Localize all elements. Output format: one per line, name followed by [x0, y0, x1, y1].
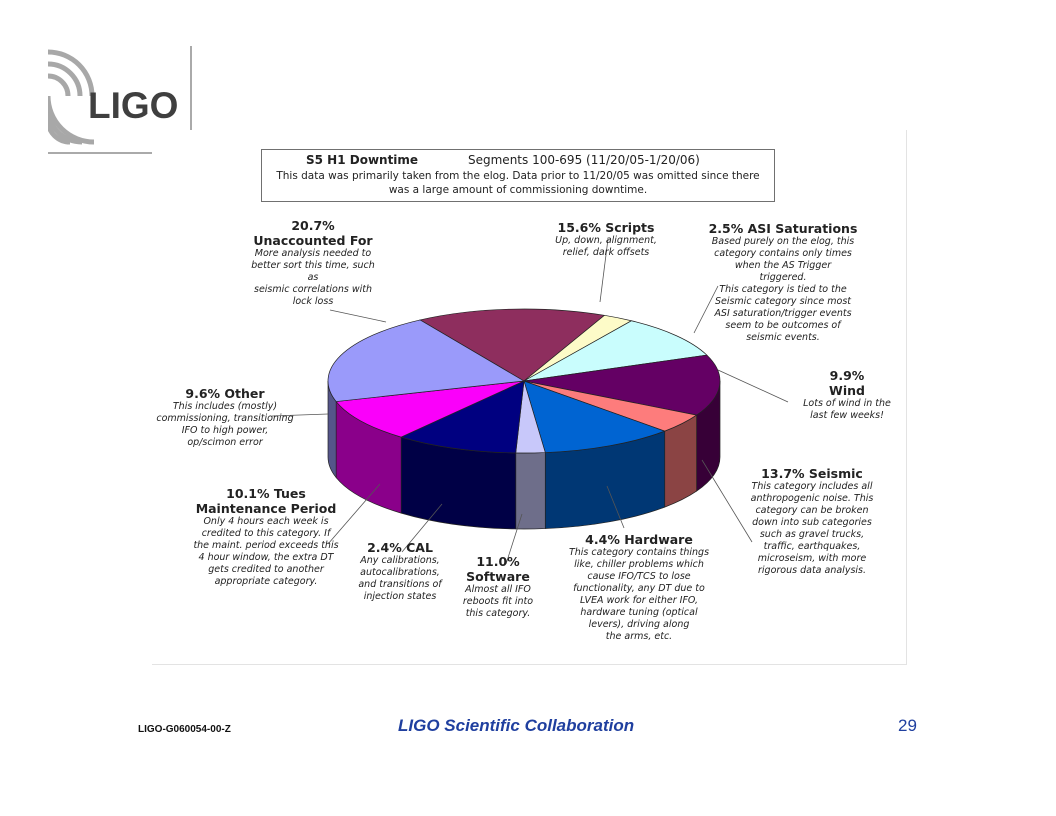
slice-title-tues-maintenance-period: 10.1% Tues [226, 486, 306, 501]
slice-description-line: More analysis needed to [254, 248, 372, 259]
slice-label-scripts [526, 220, 686, 259]
slice-title-tues-maintenance-period: Maintenance Period [195, 501, 337, 516]
slice-title-unaccounted-for: Unaccounted For [253, 233, 373, 248]
slice-description-line: reboots fit into [462, 596, 534, 607]
slice-title-seismic: 13.7% Seismic [761, 466, 863, 481]
slice-description-line: autocalibrations, [360, 567, 440, 578]
chart-panel [152, 130, 907, 665]
slice-title-asi-saturations: 2.5% ASI Saturations [708, 221, 858, 236]
slice-description-line: Up, down, alignment, [555, 235, 657, 246]
slice-label-unaccounted-for [248, 218, 378, 308]
slice-description-line: LVEA work for either IFO, [579, 595, 699, 606]
slice-label-other [150, 386, 300, 449]
slice-description-line: op/scimon error [187, 437, 263, 448]
slice-description-line: This category contains things [568, 547, 710, 558]
slice-description-line: like, chiller problems which [574, 559, 704, 570]
slice-description-line: seem to be outcomes of [725, 320, 841, 331]
leader-line-wind [718, 370, 788, 402]
slice-description-line: hardware tuning (optical [580, 607, 698, 618]
slice-label-software [458, 554, 538, 620]
slice-description-line: relief, dark offsets [562, 247, 650, 258]
slice-description-line: Based purely on the elog, this [711, 236, 855, 247]
chart-title: S5 H1 Downtime [306, 153, 419, 167]
slice-title-software: Software [466, 569, 530, 584]
slice-description-line: Seismic category since most [714, 296, 852, 307]
slice-description-line: this category. [465, 608, 531, 619]
slice-description-line: down into sub categories [752, 517, 872, 528]
slice-title-wind: Wind [829, 383, 865, 398]
slice-title-software: 11.0% [476, 554, 520, 569]
slice-description-line: better sort this time, such as [251, 260, 375, 283]
slice-description-line: This includes (mostly) [172, 401, 278, 412]
slice-description-line: when the AS Trigger [734, 260, 832, 271]
slice-description-line: gets credited to another [208, 564, 324, 575]
slice-title-other: 9.6% Other [185, 386, 265, 401]
slice-title-unaccounted-for: 20.7% [291, 218, 335, 233]
slice-label-cal [350, 540, 450, 603]
slice-label-seismic [732, 466, 892, 577]
slice-description-line: triggered. [759, 272, 807, 283]
page-number: 29 [898, 716, 917, 735]
slice-description-line: commissioning, transitioning [156, 413, 294, 424]
document-code: LIGO-G060054-00-Z [138, 724, 231, 735]
slice-description-line: ASI saturation/trigger events [714, 308, 852, 319]
slice-description-line: Any calibrations, [360, 555, 440, 566]
slice-description-line: category can be broken [755, 505, 869, 516]
slice-description-line: cause IFO/TCS to lose [587, 571, 691, 582]
slice-description-line: anthropogenic noise. This [750, 493, 874, 504]
slice-title-hardware: 4.4% Hardware [585, 532, 693, 547]
slice-description-line: microseism, with more [757, 553, 867, 564]
slice-description-line: This category is tied to the [719, 284, 847, 295]
slice-description-line: seismic events. [746, 332, 820, 343]
slice-description-line: Only 4 hours each week is [203, 516, 329, 527]
slice-description-line: 4 hour window, the extra DT [198, 552, 334, 563]
slice-description-line: levers), driving along [588, 619, 690, 630]
pie-wall-cal [516, 453, 546, 529]
slice-description-line: functionality, any DT due to [573, 583, 705, 594]
slice-label-tues-maintenance-period [176, 486, 356, 588]
slice-description-line: appropriate category. [214, 576, 318, 587]
slice-description-line: Lots of wind in the [803, 398, 891, 409]
slice-label-wind [792, 368, 902, 422]
slice-description-line: seismic correlations with [254, 284, 372, 295]
footer-collaboration: LIGO Scientific Collaboration [398, 716, 635, 735]
pie-top-faces [328, 309, 720, 453]
slice-description-line: category contains only times [714, 248, 852, 259]
slice-description-line: lock loss [292, 296, 334, 307]
chart-subtitle: Segments 100-695 (11/20/05-1/20/06) [468, 153, 700, 167]
slice-label-asi-saturations [698, 221, 868, 344]
slice-description-line: This category includes all [751, 481, 873, 492]
slice-description-line: credited to this category. If [201, 528, 331, 539]
slice-description-line: Almost all IFO [465, 584, 531, 595]
slice-title-cal: 2.4% CAL [367, 540, 433, 555]
slice-label-hardware [564, 532, 714, 643]
slice-title-scripts: 15.6% Scripts [557, 220, 655, 235]
chart-note: This data was primarily taken from the elog. Data prior to 11/20/05 was omitted since there was a large amount of commissioning downtime. [276, 170, 760, 196]
slice-description-line: the arms, etc. [605, 631, 673, 642]
slice-description-line: IFO to high power, [181, 425, 269, 436]
slice-description-line: injection states [363, 591, 437, 602]
logo-wordmark: LIGO [88, 85, 179, 126]
slice-description-line: traffic, earthquakes, [763, 541, 861, 552]
slice-title-wind: 9.9% [829, 368, 865, 383]
slice-description-line: the maint. period exceeds this [193, 540, 339, 551]
slice-description-line: rigorous data analysis. [758, 565, 866, 576]
leader-line-unaccounted-for [330, 310, 386, 322]
slice-description-line: and transitions of [358, 579, 442, 590]
slice-description-line: such as gravel trucks, [759, 529, 865, 540]
slice-description-line: last few weeks! [810, 410, 884, 421]
